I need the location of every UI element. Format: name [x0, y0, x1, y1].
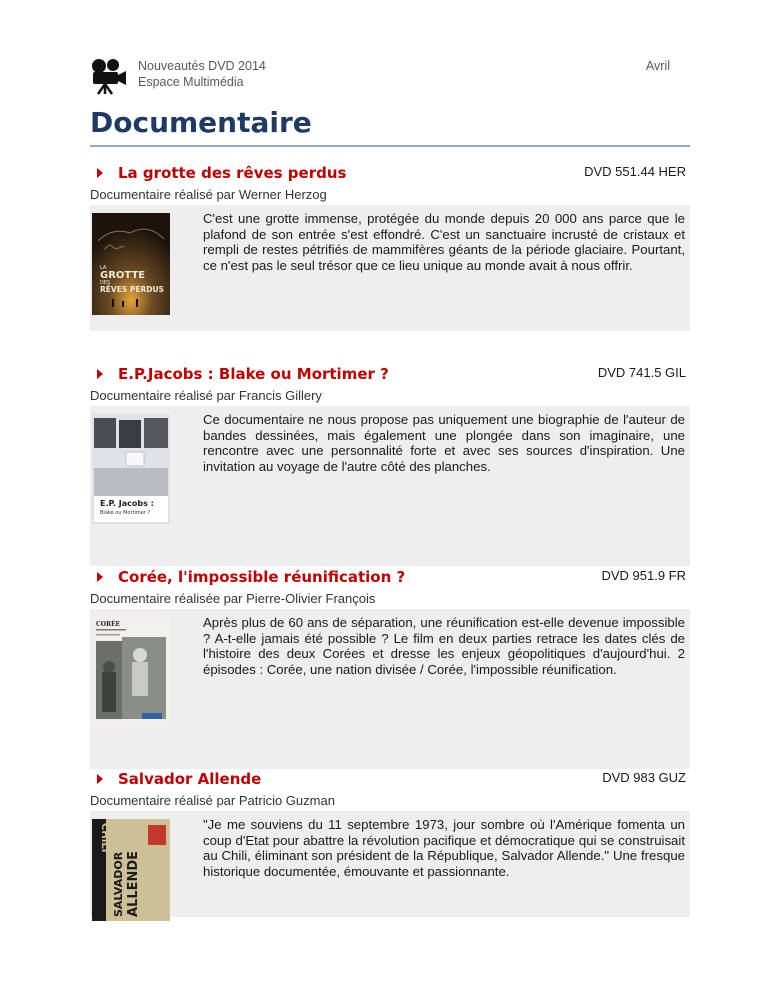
dvd-entry [90, 568, 690, 769]
entry-panel [90, 205, 690, 331]
entry-description: Après plus de 60 ans de séparation, une réunification est-elle devenue impossible ? A-t-elle jamais été possible ? Le film en deux parties retrace les dates clés de l'histoire des deux Corées et dresse les enjeux géopolitiques d'aujourd'hui. 2 épisodes : Corée, une nation divisée / Corée, l'impossible réunification. [203, 615, 685, 677]
bullet-arrow-icon [97, 774, 103, 784]
call-number: DVD 741.5 GIL [597, 365, 686, 380]
dvd-cover-image [92, 617, 170, 725]
entry-title: Salvador Allende [118, 770, 262, 788]
cover-text: ALLENDE [126, 850, 141, 917]
dvd-cover-image [92, 414, 170, 524]
dvd-cover-image [92, 213, 170, 315]
cover-text: RÊVES PERDUS [100, 285, 164, 294]
bullet-arrow-icon [97, 369, 103, 379]
bullet-arrow-icon [97, 572, 103, 582]
entry-header [90, 568, 690, 590]
header-department: Espace Multimédia [138, 75, 244, 89]
header-collection-title: Nouveautés DVD 2014 [138, 59, 266, 73]
page-title: Documentaire [90, 106, 312, 139]
entry-header [90, 365, 690, 387]
call-number: DVD 951.9 FR [601, 568, 686, 583]
title-divider [90, 145, 690, 147]
cover-text: E.P. Jacobs : [100, 499, 154, 508]
entry-header [90, 164, 690, 186]
entry-description: Ce documentaire ne nous propose pas uniquement une biographie de l'auteur de bandes dessinées, mais également une plongée dans son imaginaire, une rencontre avec une personnalité forte et avec ses sources d'inspiration. Une invitation au voyage de l'autre côté des planches. [203, 412, 685, 474]
cover-text: CHILI [99, 823, 110, 853]
entry-panel [90, 406, 690, 566]
dvd-entry [90, 164, 690, 331]
cover-text: GROTTE [100, 270, 146, 281]
cover-text: Blake ou Mortimer ? [100, 510, 151, 516]
entry-panel [90, 609, 690, 769]
dvd-entry [90, 365, 690, 566]
entry-title: Corée, l'impossible réunification ? [118, 568, 406, 586]
call-number: DVD 983 GUZ [602, 770, 686, 785]
entry-title: E.P.Jacobs : Blake ou Mortimer ? [118, 365, 389, 383]
entry-credit: Documentaire réalisé par Werner Herzog [90, 187, 327, 202]
page-header [88, 56, 688, 96]
cover-text: SALVADOR [112, 851, 125, 917]
dvd-cover-image [92, 819, 170, 921]
cover-text: LA [100, 265, 107, 271]
film-camera-icon [88, 56, 128, 96]
entry-title: La grotte des rêves perdus [118, 164, 347, 182]
entry-panel [90, 811, 690, 917]
entry-description: "Je me souviens du 11 septembre 1973, jour sombre où l'Amérique fomenta un coup d'Etat pour abattre la révolution pacifique et démocratique qui se construisait au Chili, éliminant son président de la République, Salvador Allende." Une fresque historique documentée, émouvante et passionnante. [203, 817, 685, 879]
bullet-arrow-icon [97, 168, 103, 178]
entry-credit: Documentaire réalisée par Pierre-Olivier François [90, 591, 376, 606]
cover-text: DES [100, 280, 111, 286]
dvd-entry [90, 770, 690, 917]
entry-description: C'est une grotte immense, protégée du monde depuis 20 000 ans parce que le plafond de son entrée s'est effondré. C'est un sanctuaire incrusté de cristaux et rempli de restes pétrifiés de mammifères géants de la période glaciaire. Pourtant, ce n'est pas le seul trésor que ce lieu unique au monde avait à nous offrir. [203, 211, 685, 273]
cover-text: CORÉE [96, 621, 121, 628]
call-number: DVD 551.44 HER [584, 164, 686, 179]
header-month: Avril [645, 59, 670, 73]
entry-header [90, 770, 690, 792]
entry-credit: Documentaire réalisé par Francis Gillery [90, 388, 322, 403]
entry-credit: Documentaire réalisé par Patricio Guzman [90, 793, 335, 808]
